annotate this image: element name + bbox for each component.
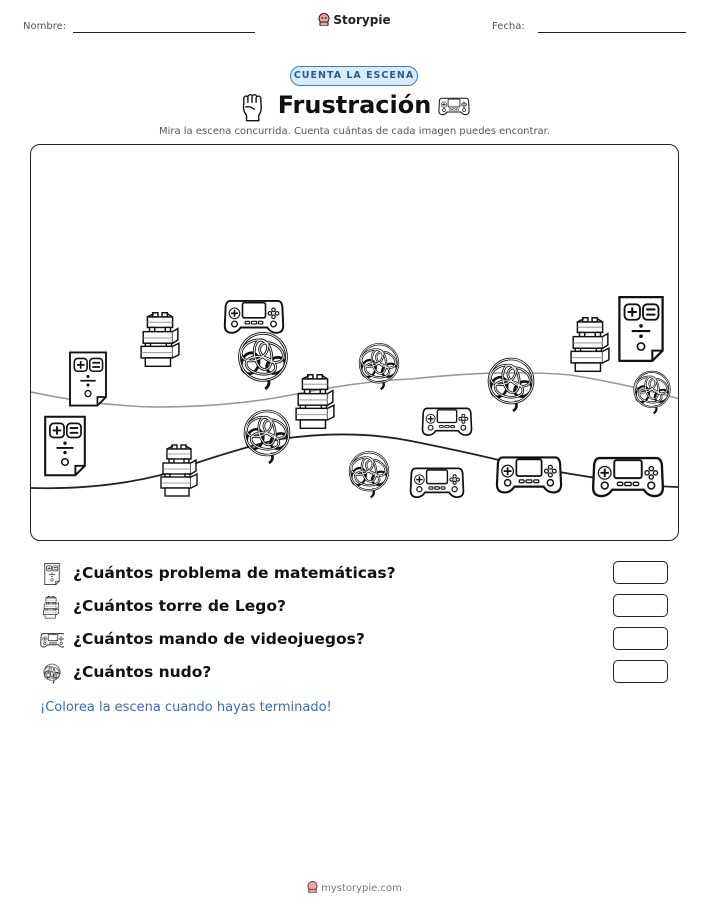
lego-tower-icon [571,318,609,372]
lego-tower-icon [296,375,334,429]
question-row [40,561,670,587]
question-text: ¿Cuántos mando de videojuegos? [73,630,365,648]
question-row [40,594,670,620]
answer-box-controller[interactable] [613,627,668,650]
game-controller-icon [497,457,561,492]
math-problem-icon [619,297,662,361]
footer [0,881,709,894]
knot-icon [243,411,290,463]
date-label: Fecha: [492,21,525,32]
date-field[interactable] [538,32,686,33]
game-controller-icon [422,408,471,435]
knot-icon [40,661,64,685]
lego-tower-icon [161,445,197,496]
coloring-instruction: ¡Colorea la escena cuando hayas terminado! [40,700,332,715]
name-label: Nombre: [23,21,67,32]
scene-panel [30,144,679,541]
answer-box-lego[interactable] [613,594,668,617]
game-controller-icon [411,468,464,497]
name-field[interactable] [73,32,255,33]
answer-box-math[interactable] [613,561,668,584]
math-problem-icon [40,562,64,586]
question-text: ¿Cuántos problema de matemáticas? [73,564,396,582]
question-row [40,627,670,653]
scene-illustration [31,145,679,541]
knot-icon [238,333,288,388]
storypie-mascot-icon [318,13,330,26]
question-text: ¿Cuántos torre de Lego? [73,597,286,615]
game-controller-icon [438,95,470,117]
question-text: ¿Cuántos nudo? [73,663,212,681]
game-controller-icon [40,628,64,652]
knot-icon [349,452,390,497]
game-controller-icon [225,301,283,333]
instructions: Mira la escena concurrida. Cuenta cuántas de cada imagen puedes encontrar. [158,126,551,137]
knot-icon [487,359,534,411]
activity-badge: CUENTA LA ESCENA [290,66,418,86]
footer-url[interactable]: mystorypie.com [321,883,402,894]
brand-name: Storypie [333,13,391,27]
math-problem-icon [70,352,106,405]
question-row [40,660,670,686]
answer-box-knot[interactable] [613,660,668,683]
math-problem-icon [45,417,85,475]
brand-logo [0,13,709,27]
game-controller-icon [593,458,663,496]
lego-tower-icon [40,595,64,619]
lego-tower-icon [141,313,179,367]
page-title: Frustración [277,91,432,119]
knot-icon [633,372,671,414]
storypie-mascot-icon [307,881,318,893]
